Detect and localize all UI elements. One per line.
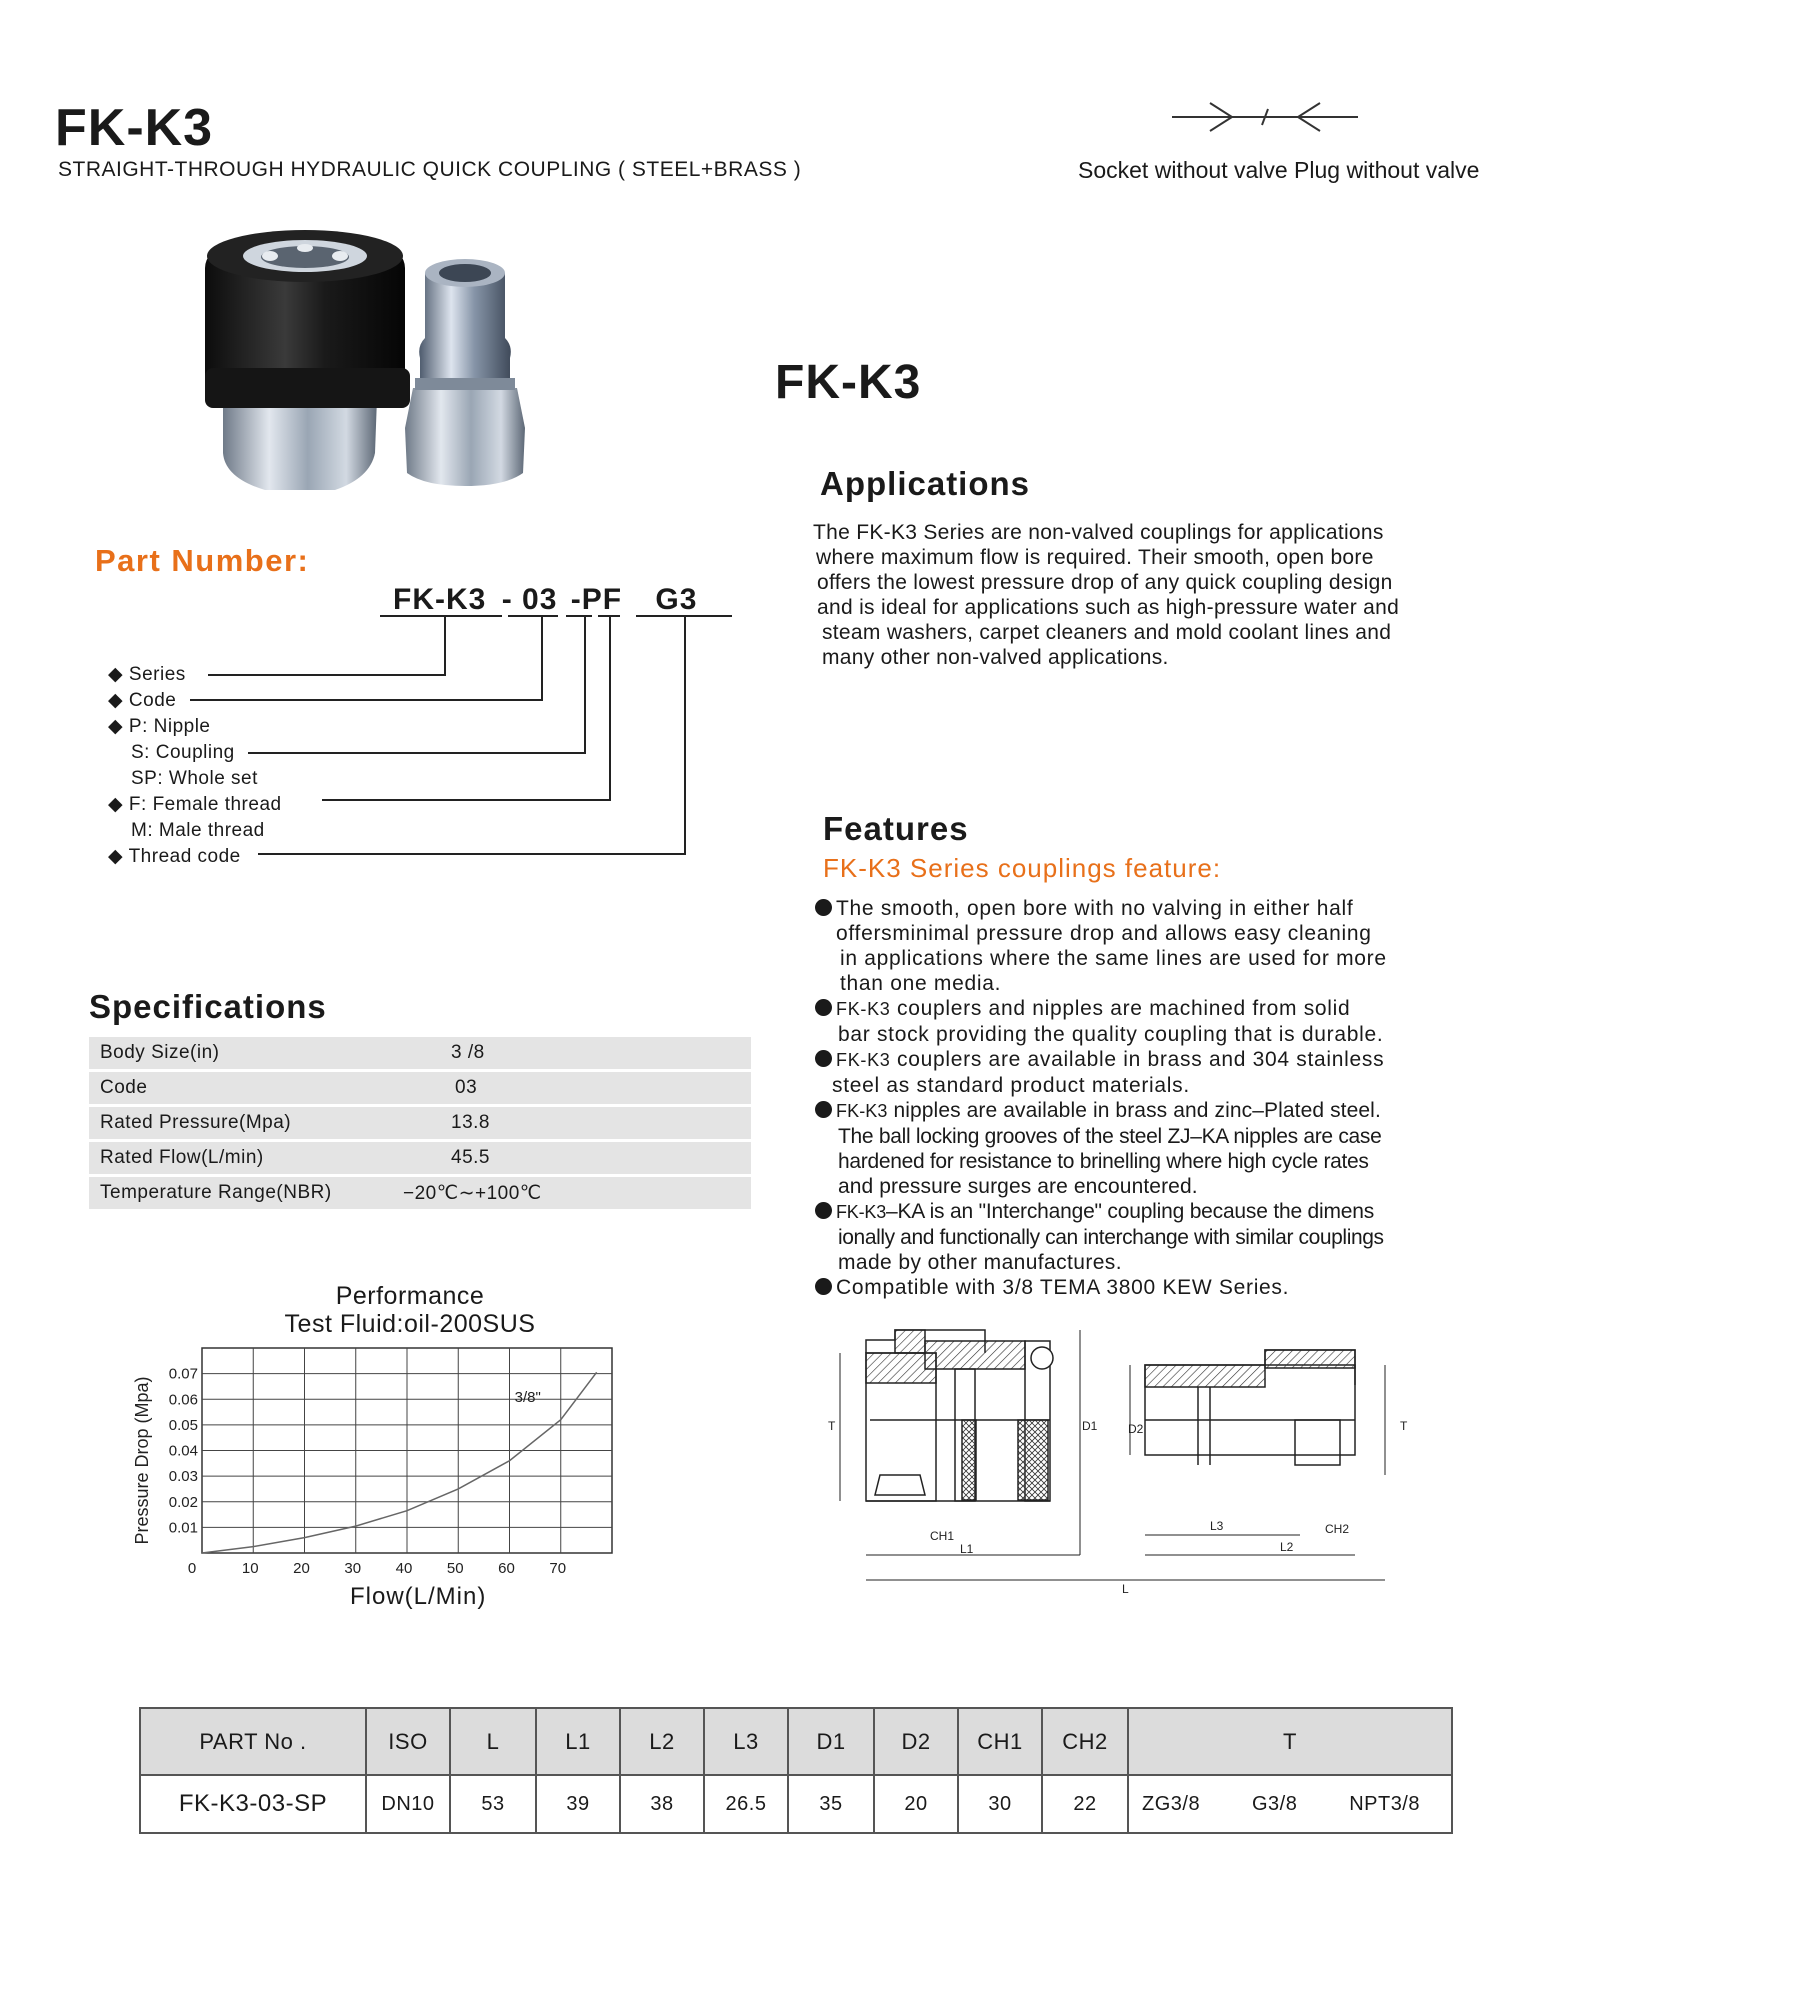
legend-nipple: ◆ P: Nipple (108, 716, 211, 737)
symbol-label: Socket without valve Plug without valve (1078, 157, 1480, 183)
spec-row (89, 1037, 751, 1069)
y-tick-label: 0.01 (168, 1519, 198, 1537)
y-tick-label: 0.05 (168, 1416, 198, 1434)
chart-y-label: Pressure Drop (Mpa) (132, 1376, 152, 1545)
cell-d2: 20 (874, 1775, 958, 1833)
segment-series: FK-K3 (393, 583, 487, 616)
cell-l2: 38 (620, 1775, 704, 1833)
bullet-icon (815, 1050, 832, 1067)
table-row (140, 1775, 1452, 1833)
chart-title: Performance Test Fluid:oil-200SUS (284, 1282, 536, 1338)
thread-npt: NPT3/8 (1349, 1792, 1420, 1815)
bullet-icon (815, 1101, 832, 1118)
part-number-legend (108, 662, 282, 870)
segment-type: -P (570, 583, 603, 616)
col-header-t: T (1128, 1708, 1452, 1775)
feature-item: Compatible with 3/8 TEMA 3800 KEW Series. (815, 1275, 1475, 1300)
diamond-icon: ◆ (108, 794, 124, 815)
part-dimension-table (139, 1707, 1453, 1834)
spec-label: Body Size(in) (89, 1037, 451, 1069)
x-tick-label: 0 (187, 1560, 197, 1577)
segment-code: - 03 (501, 583, 558, 616)
spec-value: 3 /8 (451, 1042, 485, 1063)
cell-iso: DN10 (366, 1775, 450, 1833)
page-subtitle: STRAIGHT-THROUGH HYDRAULIC QUICK COUPLING ( STEEL+BRASS ) (58, 158, 802, 181)
series-label: 3/8" (514, 1388, 541, 1406)
col-header-ch2: CH2 (1042, 1708, 1128, 1775)
spec-row (89, 1072, 751, 1104)
dim-label-l2: L2 (1280, 1540, 1294, 1554)
cell-l1: 39 (536, 1775, 620, 1833)
x-tick-label: 50 (446, 1560, 464, 1577)
spec-label: Temperature Range(NBR) (89, 1177, 451, 1209)
diamond-icon: ◆ (108, 846, 124, 867)
applications-heading: Applications (820, 465, 1031, 502)
x-tick-label: 10 (241, 1560, 259, 1577)
chart-x-label: Flow(L/Min) (350, 1583, 487, 1610)
bullet-icon (815, 1278, 832, 1295)
spec-row (89, 1107, 751, 1139)
col-header-d2: D2 (874, 1708, 958, 1775)
thread-g: G3/8 (1251, 1792, 1298, 1815)
col-header-l1: L1 (536, 1708, 620, 1775)
cell-d1: 35 (788, 1775, 874, 1833)
specifications-table (89, 1034, 751, 1212)
spec-value: 03 (455, 1077, 478, 1098)
col-header-ch1: CH1 (958, 1708, 1042, 1775)
legend-thread-code: ◆ Thread code (108, 846, 241, 867)
col-header-d1: D1 (788, 1708, 874, 1775)
spec-value: −20℃∼+100℃ (403, 1182, 542, 1204)
bullet-icon (815, 899, 832, 916)
x-tick-label: 60 (498, 1560, 515, 1577)
col-header-l3: L3 (704, 1708, 788, 1775)
spec-row (89, 1177, 751, 1209)
spec-value: 45.5 (451, 1147, 490, 1168)
dim-label-l1: L1 (960, 1542, 974, 1556)
bullet-icon (815, 1202, 832, 1219)
y-tick-label: 0.06 (168, 1391, 198, 1409)
legend-female-thread: ◆ F: Female thread (108, 794, 282, 815)
spec-row (89, 1142, 751, 1174)
features-list (815, 896, 1475, 1300)
diamond-icon: ◆ (108, 716, 124, 737)
diamond-icon: ◆ (108, 664, 124, 685)
dim-label-d2: D2 (1128, 1422, 1144, 1436)
col-header-iso: ISO (366, 1708, 450, 1775)
dim-label-l: L (1122, 1582, 1129, 1596)
dim-label-t-left: T (828, 1419, 836, 1433)
col-header-part-no: PART No . (140, 1708, 366, 1775)
table-header-row (140, 1708, 1452, 1775)
feature-item: FK-K3 couplers and nipples are machined from solid bar stock providing the quality coupling that is durable. (815, 996, 1475, 1047)
no-valve-symbol-icon (1170, 98, 1360, 138)
feature-item: FK-K3 couplers are available in brass and 304 stainless steel as standard product materials. (815, 1047, 1475, 1098)
y-tick-label: 0.04 (168, 1442, 198, 1460)
legend-male-thread: M: Male thread (131, 820, 265, 841)
applications-text: The FK-K3 Series are non-valved couplings for applications where maximum flow is required. Their smooth, open bore offers the lowest pressure drop of any quick coupling design and is ideal for applications such as high-pressure water and steam washers, carpet cleaners and mold coolant lines and many other non-valved applications. (813, 521, 1400, 669)
col-header-l2: L2 (620, 1708, 704, 1775)
x-tick-label: 30 (344, 1560, 362, 1577)
cell-ch2: 22 (1042, 1775, 1128, 1833)
col-header-l: L (450, 1708, 536, 1775)
segment-thread-kind: F (602, 583, 623, 616)
technical-drawing (810, 1315, 1450, 1605)
thread-zg: ZG3/8 (1142, 1792, 1201, 1815)
performance-chart (130, 1340, 630, 1580)
dim-label-d1: D1 (1082, 1419, 1098, 1433)
diamond-icon: ◆ (108, 690, 124, 711)
dim-label-ch2: CH2 (1325, 1522, 1350, 1536)
specifications-heading: Specifications (89, 988, 327, 1025)
spec-label: Code (89, 1072, 451, 1104)
dim-label-l3: L3 (1210, 1519, 1224, 1533)
legend-code: ◆ Code (108, 690, 177, 711)
cell-ch1: 30 (958, 1775, 1042, 1833)
product-title: FK-K3 (775, 356, 922, 409)
spec-label: Rated Flow(L/min) (89, 1142, 451, 1174)
features-subheading: FK-K3 Series couplings feature: (823, 853, 1222, 883)
segment-thread-code: G3 (655, 583, 698, 616)
dim-label-t-right: T (1400, 1419, 1408, 1433)
spec-label: Rated Pressure(Mpa) (89, 1107, 451, 1139)
cell-part-no: FK-K3-03-SP (140, 1775, 366, 1833)
cell-l3: 26.5 (704, 1775, 788, 1833)
part-number-heading: Part Number: (95, 543, 310, 578)
x-tick-label: 70 (549, 1560, 567, 1577)
bullet-icon (815, 999, 832, 1016)
cell-l: 53 (450, 1775, 536, 1833)
legend-whole-set: SP: Whole set (131, 768, 258, 789)
page-title: FK-K3 (55, 99, 214, 157)
x-tick-label: 20 (293, 1560, 310, 1577)
y-tick-label: 0.07 (168, 1365, 198, 1383)
y-tick-label: 0.03 (168, 1468, 198, 1486)
x-tick-label: 40 (395, 1560, 413, 1577)
feature-item: FK-K3–KA is an "Interchange" coupling because the dimens ionally and functionally can interchange with similar couplings made by other manufactures. (815, 1199, 1475, 1275)
cell-t (1128, 1775, 1452, 1833)
y-tick-label: 0.02 (168, 1493, 198, 1511)
feature-item: FK-K3 nipples are available in brass and zinc–Plated steel. The ball locking grooves of the steel ZJ–KA nipples are case hardened for resistance to brinelling where high cycle rates and pressure surges are encountered. (815, 1098, 1475, 1199)
feature-item: The smooth, open bore with no valving in either half offersminimal pressure drop and allows easy cleaning in applications where the same lines are used for more than one media. (815, 896, 1475, 996)
legend-coupling: S: Coupling (131, 742, 235, 763)
features-heading: Features (823, 810, 969, 847)
legend-series: ◆ Series (108, 664, 186, 685)
spec-value: 13.8 (451, 1112, 490, 1133)
dim-label-ch1: CH1 (930, 1529, 955, 1543)
